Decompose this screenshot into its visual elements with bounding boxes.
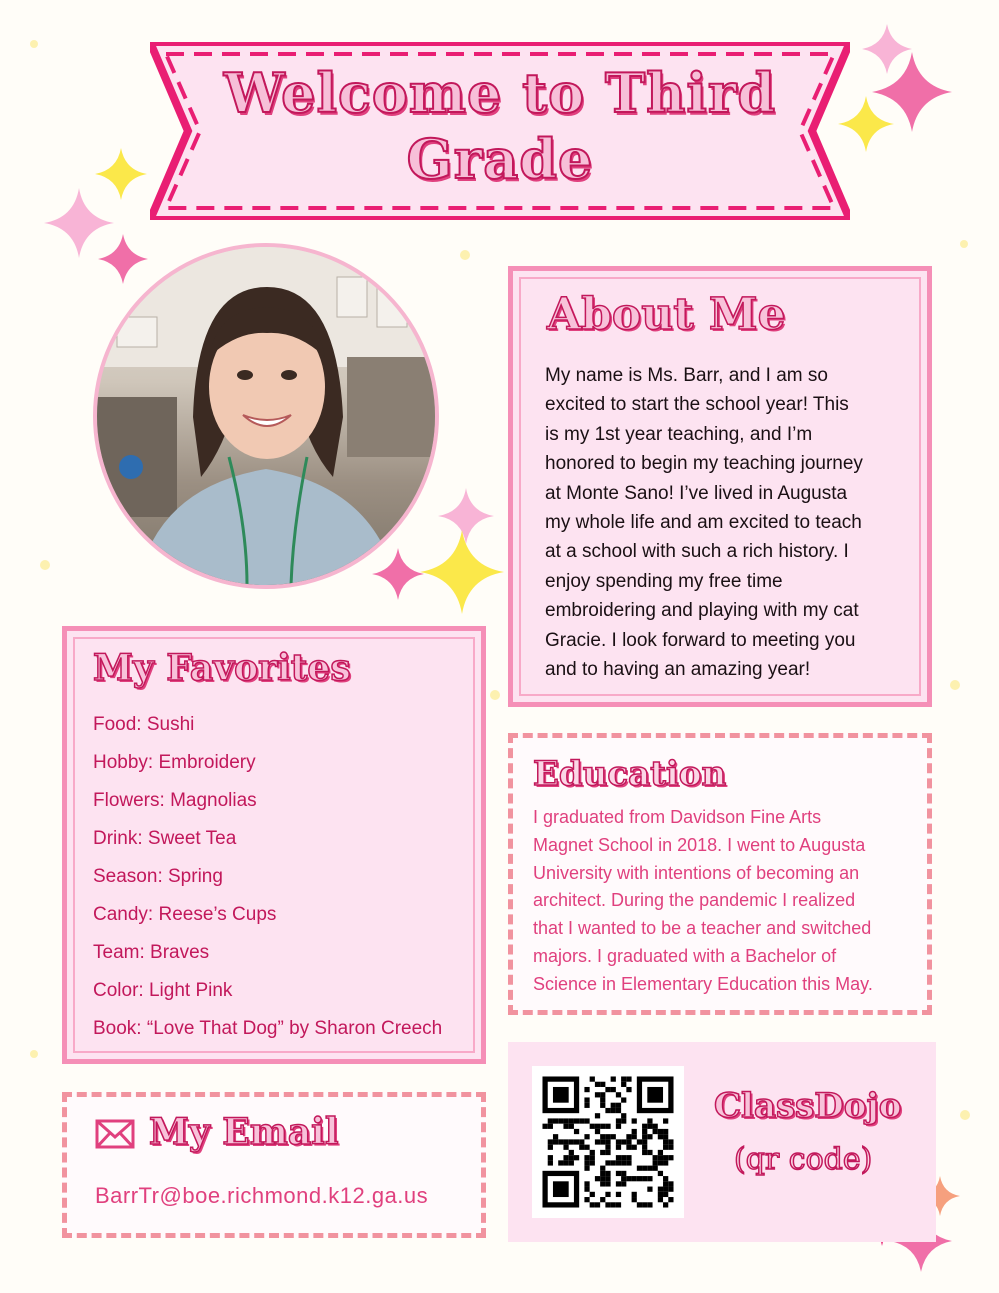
qr-module [548,1155,553,1160]
qr-module [653,1129,658,1134]
qr-module [658,1171,663,1176]
qr-module [600,1103,605,1108]
qr-module [590,1155,595,1160]
qr-module [663,1202,668,1207]
qr-module [569,1139,574,1144]
qr-module [574,1155,579,1160]
qr-module [605,1192,610,1197]
qr-module [595,1113,600,1118]
qr-module [647,1202,652,1207]
qr-module [621,1113,626,1118]
qr-module [584,1087,589,1092]
qr-module [605,1134,610,1139]
qr-module [584,1134,589,1139]
qr-module [626,1160,631,1165]
classdojo-heading: ClassDojo [714,1086,902,1126]
qr-module [584,1118,589,1123]
qr-module [553,1118,558,1123]
qr-module [595,1082,600,1087]
about-line: honored to begin my teaching journey [545,453,863,475]
qr-module [632,1192,637,1197]
favorites-heading: My Favorites [93,647,351,689]
qr-module [616,1171,621,1176]
qr-module [553,1139,558,1144]
qr-module [658,1134,663,1139]
qr-module [663,1134,668,1139]
qr-module [626,1176,631,1181]
qr-module [637,1176,642,1181]
education-text [533,804,925,999]
qr-module [558,1160,563,1165]
qr-module [600,1197,605,1202]
favorite-item: Flowers: Magnolias [93,790,257,811]
qr-module [600,1150,605,1155]
qr-module [637,1139,642,1144]
qr-module [647,1150,652,1155]
about-line: at Monte Sano! I’ve lived in Augusta [545,482,848,504]
qr-module [558,1139,563,1144]
qr-module [668,1197,673,1202]
qr-module [653,1124,658,1129]
qr-module [600,1166,605,1171]
qr-module [668,1145,673,1150]
qr-module [647,1087,663,1103]
qr-module [616,1145,621,1150]
qr-module [621,1082,626,1087]
qr-module [658,1187,663,1192]
qr-module [569,1160,574,1165]
qr-module [563,1118,568,1123]
qr-module [626,1155,631,1160]
about-line: at a school with such a rich history. I [545,541,849,563]
bg-dot [950,680,960,690]
qr-module [584,1155,589,1160]
qr-module [600,1176,605,1181]
qr-module [658,1192,663,1197]
qr-module [548,1118,553,1123]
qr-module [563,1145,568,1150]
education-heading: Education [533,754,727,794]
qr-module [616,1202,621,1207]
qr-module [621,1176,626,1181]
qr-module [642,1129,647,1134]
qr-module [621,1139,626,1144]
qr-module [590,1202,595,1207]
qr-module [611,1103,616,1108]
qr-module [616,1108,621,1113]
qr-module [600,1092,605,1097]
bg-dot [40,560,50,570]
qr-code[interactable] [532,1066,684,1218]
qr-module [663,1145,668,1150]
favorite-item: Book: “Love That Dog” by Sharon Creech [93,1018,443,1039]
qr-module [621,1171,626,1176]
qr-module [605,1202,610,1207]
qr-module [611,1134,616,1139]
qr-module [668,1187,673,1192]
qr-module [668,1139,673,1144]
email-heading: My Email [149,1111,339,1153]
qr-module [584,1103,589,1108]
qr-module [658,1197,663,1202]
qr-module [605,1171,610,1176]
qr-module [584,1181,589,1186]
qr-module [663,1139,668,1144]
education-line: that I wanted to be a teacher and switched [533,918,872,939]
page-title [205,60,795,192]
qr-module [553,1181,569,1197]
education-line: majors. I graduated with a Bachelor of [533,945,837,966]
favorite-item: Food: Sushi [93,714,195,735]
qr-module [611,1202,616,1207]
favorite-item: Color: Light Pink [93,980,233,1001]
qr-module [605,1181,610,1186]
qr-module [584,1145,589,1150]
qr-module [584,1187,589,1192]
qr-module [579,1118,584,1123]
qr-module [584,1160,589,1165]
qr-module [653,1166,658,1171]
bg-dot [490,690,500,700]
qr-module [663,1129,668,1134]
qr-module [548,1124,553,1129]
education-line: Science in Elementary Education this May. [533,973,873,994]
qr-module [663,1181,668,1186]
education-line: I graduated from Davidson Fine Arts [533,807,822,827]
favorites-list [93,711,442,1053]
qr-module [584,1197,589,1202]
qr-module [663,1187,668,1192]
qr-module [668,1155,673,1160]
qr-module [616,1139,621,1144]
qr-module [621,1160,626,1165]
qr-module [626,1076,631,1081]
education-line: architect. During the pandemic I realized [533,890,856,911]
qr-module [632,1134,637,1139]
qr-module [548,1145,553,1150]
qr-module [658,1150,663,1155]
favorite-item: Season: Spring [93,866,223,887]
qr-module [579,1139,584,1144]
favorite-item: Hobby: Embroidery [93,752,256,773]
favorite-item: Candy: Reese’s Cups [93,904,277,925]
qr-module [647,1187,652,1192]
sparkle-icon [420,530,504,614]
about-line: Gracie. I look forward to meeting you [545,629,856,651]
qr-module [605,1145,610,1150]
qr-module [647,1124,652,1129]
about-me-card [508,266,932,707]
qr-module [574,1118,579,1123]
about-line: and to having an amazing year! [545,659,811,681]
qr-module [616,1160,621,1165]
qr-module [632,1145,637,1150]
favorite-item: Drink: Sweet Tea [93,828,237,849]
qr-module [616,1192,621,1197]
qr-module [574,1139,579,1144]
qr-module [663,1155,668,1160]
qr-module [626,1134,631,1139]
teacher-photo [93,243,439,589]
qr-module [621,1097,626,1102]
qr-module [600,1097,605,1102]
qr-module [590,1076,595,1081]
qr-module [569,1155,574,1160]
qr-module [563,1124,568,1129]
qr-module [600,1082,605,1087]
education-line: Magnet School in 2018. I went to Augusta [533,834,866,855]
qr-module [563,1139,568,1144]
qr-module [621,1155,626,1160]
sparkle-icon [98,234,148,284]
qr-module [637,1166,642,1171]
qr-module [647,1176,652,1181]
qr-module [611,1076,616,1081]
qr-module [663,1118,668,1123]
about-line: excited to start the school year! This [545,394,849,416]
qr-module [658,1129,663,1134]
qr-module [663,1160,668,1165]
qr-module [642,1166,647,1171]
qr-module [611,1087,616,1092]
envelope-icon [95,1119,135,1149]
email-address-link[interactable]: BarrTr@boe.richmond.k12.ga.us [95,1183,429,1208]
qr-module [595,1092,600,1097]
qr-module [642,1134,647,1139]
bg-dot [960,1110,970,1120]
qr-module [569,1124,574,1129]
qr-module [663,1192,668,1197]
education-line: University with intentions of becoming an [533,862,860,883]
classdojo-card [508,1042,936,1242]
qr-module [663,1176,668,1181]
qr-module [600,1181,605,1186]
qr-module [647,1118,652,1123]
qr-module [642,1145,647,1150]
qr-module [548,1160,553,1165]
qr-module [600,1124,605,1129]
qr-module [542,1124,547,1129]
qr-module [590,1192,595,1197]
qr-module [647,1134,652,1139]
qr-module [616,1092,621,1097]
qr-module [626,1087,631,1092]
qr-module [653,1155,658,1160]
qr-module [616,1124,621,1129]
qr-module [642,1176,647,1181]
qr-module [653,1160,658,1165]
sparkle-icon [372,548,424,600]
qr-module [642,1202,647,1207]
qr-code-icon [532,1066,684,1218]
qr-module [605,1108,610,1113]
qr-module [605,1150,610,1155]
qr-module [584,1166,589,1171]
qr-module [563,1160,568,1165]
qr-module [600,1139,605,1144]
favorite-item: Team: Braves [93,942,210,963]
qr-module [553,1087,569,1103]
qr-module [605,1139,610,1144]
qr-module [632,1129,637,1134]
qr-module [595,1202,600,1207]
about-me-heading: About Me [547,289,786,340]
qr-module [621,1076,626,1081]
about-me-text [545,361,905,684]
qr-module [611,1160,616,1165]
qr-module [642,1124,647,1129]
qr-module [621,1118,626,1123]
page-title-line-1: Welcome to Third [223,61,777,125]
about-line: enjoy spending my free time [545,570,783,592]
qr-module [658,1155,663,1160]
qr-module [563,1155,568,1160]
qr-module [642,1139,647,1144]
qr-module [569,1118,574,1123]
qr-module [605,1124,610,1129]
qr-module [595,1139,600,1144]
qr-module [642,1150,647,1155]
about-line: embroidering and playing with my cat [545,600,859,622]
bg-dot [460,250,470,260]
favorites-card [62,626,486,1064]
qr-module [616,1181,621,1186]
bg-dot [960,240,968,248]
qr-module [548,1139,553,1144]
qr-module [600,1171,605,1176]
education-card [508,733,932,1015]
qr-module [632,1197,637,1202]
qr-module [605,1087,610,1092]
sparkle-icon [838,96,894,152]
qr-module [584,1097,589,1102]
qr-module [658,1160,663,1165]
bg-dot [30,40,38,48]
classdojo-subtitle: (qr code) [734,1142,873,1177]
qr-module [553,1134,558,1139]
qr-module [668,1181,673,1186]
about-line: is my 1st year teaching, and I’m [545,423,813,445]
qr-module [595,1129,600,1134]
qr-module [632,1118,637,1123]
qr-module [590,1124,595,1129]
qr-module [616,1155,621,1160]
about-line: My name is Ms. Barr, and I am so [545,365,828,386]
qr-module [605,1176,610,1181]
qr-module [600,1134,605,1139]
qr-module [558,1118,563,1123]
qr-module [621,1181,626,1186]
email-card [62,1092,486,1238]
qr-module [626,1139,631,1144]
qr-module [595,1124,600,1129]
qr-module [647,1166,652,1171]
qr-module [605,1160,610,1165]
qr-module [579,1145,584,1150]
qr-module [590,1160,595,1165]
qr-module [569,1150,574,1155]
qr-module [626,1145,631,1150]
qr-module [574,1129,579,1134]
about-line: my whole life and am excited to teach [545,512,862,534]
qr-module [632,1176,637,1181]
page-title-line-2: Grade [406,127,594,191]
qr-module [595,1176,600,1181]
qr-module [616,1103,621,1108]
qr-module [637,1202,642,1207]
teacher-portrait-icon [97,247,435,585]
qr-module [611,1108,616,1113]
qr-module [590,1150,595,1155]
qr-module [616,1118,621,1123]
bg-dot [30,1050,38,1058]
